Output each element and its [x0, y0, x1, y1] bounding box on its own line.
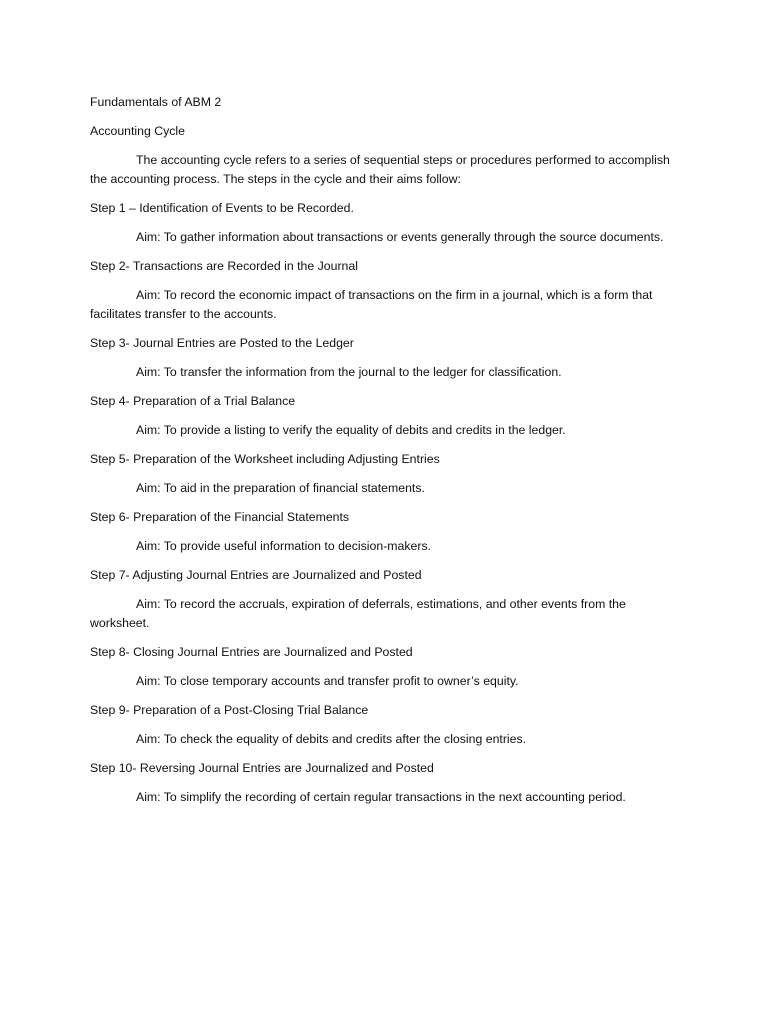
step-aim: Aim: To close temporary accounts and transfer profit to owner’s equity. — [136, 674, 519, 688]
step-title: Step 1 – Identification of Events to be Recorded. — [90, 201, 354, 215]
step-title: Step 10- Reversing Journal Entries are Journalized and Posted — [90, 761, 434, 775]
step-4 — [90, 392, 685, 440]
step-7 — [90, 566, 685, 633]
step-title: Step 6- Preparation of the Financial Statements — [90, 510, 350, 524]
step-title: Step 4- Preparation of a Trial Balance — [90, 394, 296, 408]
step-6 — [90, 508, 685, 556]
step-8 — [90, 643, 685, 691]
step-title: Step 2- Transactions are Recorded in the Journal — [90, 259, 358, 273]
step-aim: Aim: To simplify the recording of certain regular transactions in the next accounting period. — [136, 790, 626, 804]
step-aim: Aim: To provide a listing to verify the equality of debits and credits in the ledger. — [136, 423, 566, 437]
step-title: Step 3- Journal Entries are Posted to the Ledger — [90, 336, 354, 350]
step-aim: Aim: To record the accruals, expiration of deferrals, estimations, and other events from the worksheet. — [90, 597, 626, 630]
course-title: Fundamentals of ABM 2 — [90, 95, 222, 109]
step-1 — [90, 199, 685, 247]
step-10 — [90, 759, 685, 807]
step-2 — [90, 257, 685, 324]
step-aim: Aim: To provide useful information to decision-makers. — [136, 539, 432, 553]
step-9 — [90, 701, 685, 749]
intro-paragraph: The accounting cycle refers to a series of sequential steps or procedures performed to accomplish the accounting process. The steps in the cycle and their aims follow: — [90, 153, 670, 186]
step-aim: Aim: To check the equality of debits and credits after the closing entries. — [136, 732, 527, 746]
document-content — [90, 93, 685, 817]
step-5 — [90, 450, 685, 498]
step-title: Step 9- Preparation of a Post-Closing Trial Balance — [90, 703, 369, 717]
step-title: Step 7- Adjusting Journal Entries are Journalized and Posted — [90, 568, 422, 582]
step-aim: Aim: To record the economic impact of transactions on the firm in a journal, which is a form that facilitates transfer to the accounts. — [90, 288, 653, 321]
step-title: Step 8- Closing Journal Entries are Journalized and Posted — [90, 645, 413, 659]
step-aim: Aim: To transfer the information from the journal to the ledger for classification. — [136, 365, 562, 379]
step-aim: Aim: To aid in the preparation of financial statements. — [136, 481, 425, 495]
section-title: Accounting Cycle — [90, 124, 186, 138]
step-3 — [90, 334, 685, 382]
step-aim: Aim: To gather information about transactions or events generally through the source documents. — [136, 230, 664, 244]
step-title: Step 5- Preparation of the Worksheet including Adjusting Entries — [90, 452, 440, 466]
